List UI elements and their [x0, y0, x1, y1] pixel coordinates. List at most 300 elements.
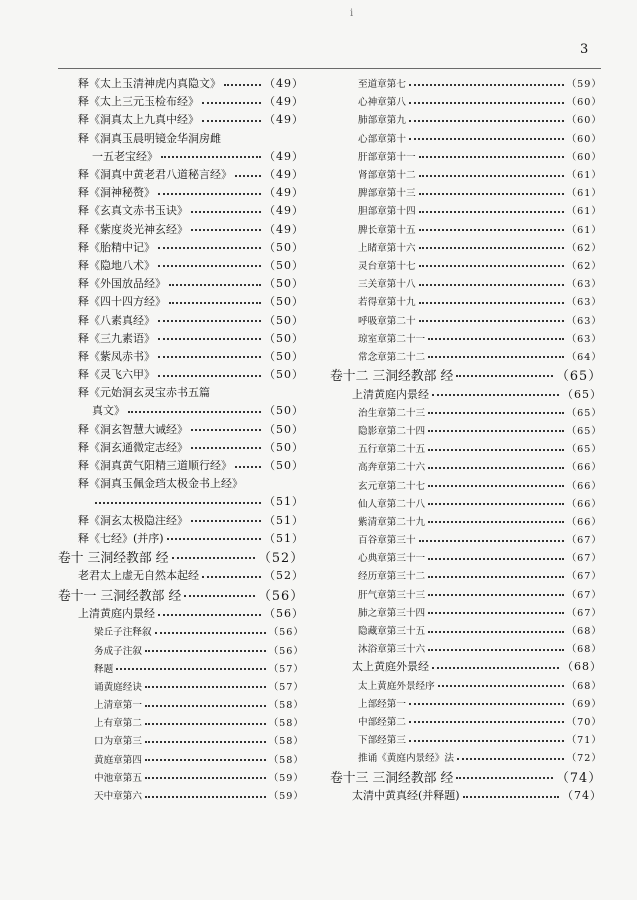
toc-entry	[330, 403, 602, 421]
dot-leader	[419, 210, 564, 213]
toc-page-number: （50）	[264, 331, 304, 345]
toc-title: 释《洞玄通微定志经》	[78, 440, 188, 454]
toc-page-number: （67）	[566, 607, 602, 619]
toc-entry	[330, 74, 602, 92]
toc-entry	[330, 730, 602, 748]
toc-title: 卷十二 三洞经教部 经	[330, 369, 454, 385]
toc-title: 上清黄庭内景经	[78, 607, 155, 621]
dot-leader	[409, 101, 564, 104]
toc-page-number: （67）	[566, 571, 602, 583]
toc-title: 释《太上玉清神虎内真隐文》	[78, 77, 221, 91]
dot-leader	[409, 83, 564, 86]
toc-entry	[330, 585, 602, 603]
header-rule	[58, 68, 601, 69]
dot-leader	[419, 301, 564, 304]
toc-entry	[330, 548, 602, 566]
dot-leader	[428, 448, 563, 451]
toc-page-number: （62）	[566, 242, 602, 254]
toc-entry	[58, 492, 304, 510]
toc-page-number: （61）	[566, 224, 602, 236]
dot-leader	[409, 137, 564, 140]
toc-entry	[58, 256, 304, 274]
dot-leader	[428, 575, 563, 578]
toc-page-number: （63）	[566, 279, 602, 291]
toc-entry	[330, 256, 602, 274]
toc-title: 释《四十四方经》	[78, 295, 166, 309]
toc-title: 心部章第十	[358, 133, 406, 145]
toc-entry	[58, 474, 304, 492]
toc-title: 老君太上虚无自然本起经	[78, 569, 199, 583]
toc-title: 五行章第二十五	[358, 444, 426, 456]
dot-leader	[158, 355, 261, 358]
toc-page-number: （67）	[566, 535, 602, 547]
toc-title: 上清黄庭内景经	[352, 387, 429, 401]
dot-leader	[428, 355, 563, 358]
dot-leader	[158, 319, 261, 322]
dot-leader	[409, 702, 564, 705]
toc-page-number: （49）	[264, 113, 304, 127]
toc-page-number: （56）	[268, 627, 304, 639]
dot-leader	[191, 228, 261, 231]
toc-entry	[58, 659, 304, 677]
dot-leader	[95, 501, 261, 504]
toc-title: 释《洞玄太极隐注经》	[78, 513, 188, 527]
toc-title: 三关章第十八	[358, 279, 416, 291]
toc-page-number: （66）	[566, 480, 602, 492]
toc-entry	[330, 457, 602, 475]
toc-title: 紫清章第二十九	[358, 516, 426, 528]
dot-leader	[191, 446, 261, 449]
dot-leader	[428, 466, 563, 469]
toc-entry	[58, 731, 304, 749]
dot-leader	[419, 319, 564, 322]
toc-title: 释《八素真经》	[78, 313, 155, 327]
dot-leader	[145, 758, 266, 761]
toc-entry	[330, 786, 602, 804]
dot-leader	[169, 283, 261, 286]
dot-leader	[419, 155, 564, 158]
dot-leader	[419, 264, 564, 267]
toc-title: 释《洞真中黄老君八道秘言经》	[78, 168, 232, 182]
toc-title: 卷十一 三洞经教部 经	[58, 588, 182, 604]
dot-leader	[145, 740, 266, 743]
dot-leader	[191, 428, 261, 431]
toc-entry	[330, 494, 602, 512]
toc-entry	[330, 621, 602, 639]
toc-title: 玄元章第二十七	[358, 480, 426, 492]
toc-title: 卷十 三洞经教部 经	[58, 551, 169, 567]
toc-page-number: （68）	[566, 644, 602, 656]
toc-page-number: （61）	[566, 206, 602, 218]
dot-leader	[202, 575, 261, 578]
toc-entry	[330, 566, 602, 584]
toc-title: 释《三九素语》	[78, 331, 155, 345]
toc-title: 释《紫凤赤书》	[78, 349, 155, 363]
toc-page-number: （56）	[264, 607, 304, 621]
toc-entry	[58, 110, 304, 128]
toc-title: 常念章第二十二	[358, 351, 426, 363]
toc-entry	[330, 603, 602, 621]
dot-leader	[158, 337, 261, 340]
dot-leader	[145, 795, 266, 798]
toc-title: 下部经第三	[358, 735, 406, 747]
toc-title: 百谷章第三十	[358, 535, 416, 547]
toc-page-number: （50）	[264, 295, 304, 309]
toc-title: 释《紫度炎光神玄经》	[78, 222, 188, 236]
toc-page-number: （56）	[258, 588, 304, 604]
toc-page-number: （68）	[566, 680, 602, 692]
dot-leader	[438, 684, 564, 687]
toc-page-number: （49）	[264, 77, 304, 91]
toc-title: 一五老宝经》	[92, 149, 158, 163]
dot-leader	[235, 465, 261, 468]
dot-leader	[169, 301, 261, 304]
toc-entry	[58, 420, 304, 438]
dot-leader	[419, 228, 564, 231]
toc-entry	[330, 220, 602, 238]
toc-title: 经历章第三十二	[358, 571, 426, 583]
toc-entry	[58, 201, 304, 219]
toc-title: 释《玄真文赤书玉诀》	[78, 204, 188, 218]
dot-leader	[145, 776, 266, 779]
dot-leader	[191, 519, 261, 522]
toc-entry	[330, 347, 602, 365]
toc-title: 琼室章第二十一	[358, 333, 426, 345]
toc-entry	[330, 475, 602, 493]
dot-leader	[145, 685, 266, 688]
toc-page-number: （72）	[566, 753, 602, 765]
dot-leader	[419, 539, 564, 542]
toc-title: 黄庭章第四	[94, 754, 142, 766]
toc-title: 肝部章第十一	[358, 151, 416, 163]
toc-page-number: （52）	[258, 551, 304, 567]
toc-page-number: （49）	[264, 222, 304, 236]
dot-leader	[184, 594, 255, 597]
toc-entry	[330, 129, 602, 147]
toc-title: 释《洞真玉晨明镜金华洞房雌	[78, 131, 221, 145]
toc-title: 中池章第五	[94, 772, 142, 784]
toc-title: 呼吸章第二十	[358, 315, 416, 327]
toc-page-number: （63）	[566, 297, 602, 309]
toc-title: 隐影章第二十四	[358, 425, 426, 437]
toc-page-number: （66）	[566, 462, 602, 474]
toc-page-number: （74）	[556, 770, 602, 786]
dot-leader	[161, 155, 261, 158]
toc-title: 释《元始洞玄灵宝赤书五篇	[78, 386, 210, 400]
dot-leader	[409, 739, 564, 742]
toc-page-number: （50）	[264, 277, 304, 291]
toc-title: 灵台章第十七	[358, 260, 416, 272]
toc-page-number: （60）	[566, 97, 602, 109]
toc-title: 梁丘子注释叙	[94, 627, 152, 639]
toc-title: 肺部章第九	[358, 115, 406, 127]
toc-title: 胆部章第十四	[358, 206, 416, 218]
toc-page-number: （58）	[268, 700, 304, 712]
toc-entry	[58, 365, 304, 383]
toc-title: 仙人章第二十八	[358, 498, 426, 510]
toc-page-number: （70）	[566, 716, 602, 728]
toc-title: 治生章第二十三	[358, 407, 426, 419]
toc-title: 中部经第二	[358, 716, 406, 728]
toc-title: 上睹章第十六	[358, 242, 416, 254]
toc-entry	[330, 92, 602, 110]
toc-page-number: （50）	[264, 258, 304, 272]
toc-page-number: （63）	[566, 333, 602, 345]
toc-entry	[58, 274, 304, 292]
toc-title: 释《洞玄智慧大诫经》	[78, 422, 188, 436]
toc-title: 口为章第三	[94, 736, 142, 748]
toc-title: 肾部章第十二	[358, 170, 416, 182]
toc-title: 务成子注叙	[94, 645, 142, 657]
toc-entry	[58, 310, 304, 328]
toc-title: 肺之章第三十四	[358, 607, 426, 619]
toc-entry	[330, 657, 602, 675]
toc-entry	[58, 677, 304, 695]
toc-entry	[58, 220, 304, 238]
toc-entry	[330, 329, 602, 347]
toc-entry	[58, 347, 304, 365]
toc-title: 脾长章第十五	[358, 224, 416, 236]
toc-entry	[58, 129, 304, 147]
toc-page-number: （61）	[566, 170, 602, 182]
toc-title: 太上黄庭外景经	[352, 660, 429, 674]
toc-page-number: （65）	[566, 444, 602, 456]
toc-entry	[58, 585, 304, 605]
toc-page-number: （51）	[264, 513, 304, 527]
toc-page-number: （50）	[264, 313, 304, 327]
dot-leader	[409, 119, 564, 122]
toc-page-number: （65）	[566, 425, 602, 437]
toc-entry	[330, 365, 602, 385]
toc-title: 释《洞神秘赘》	[78, 186, 155, 200]
toc-entry	[58, 329, 304, 347]
toc-entry	[58, 786, 304, 804]
dot-leader	[428, 337, 563, 340]
dot-leader	[428, 502, 563, 505]
toc-title: 若得章第十九	[358, 297, 416, 309]
dot-leader	[202, 101, 261, 104]
toc-page-number: （49）	[264, 149, 304, 163]
toc-title: 诵黄庭经诀	[94, 681, 142, 693]
toc-page-number: （66）	[566, 498, 602, 510]
toc-page-number: （60）	[566, 115, 602, 127]
toc-page-number: （50）	[264, 240, 304, 254]
toc-entry	[58, 438, 304, 456]
toc-title: 脾部章第十三	[358, 188, 416, 200]
dot-leader	[428, 484, 563, 487]
toc-title: 释《太上三元玉检布经》	[78, 95, 199, 109]
toc-title: 上部经第一	[358, 698, 406, 710]
toc-page-number: （65）	[566, 407, 602, 419]
toc-right-column	[330, 74, 602, 804]
dot-leader	[456, 776, 553, 779]
toc-title: 释《灵飞六甲》	[78, 368, 155, 382]
toc-page-number: （60）	[566, 133, 602, 145]
dot-leader	[191, 210, 261, 213]
dot-leader	[145, 649, 266, 652]
dot-leader	[158, 613, 261, 616]
toc-title: 真文》	[92, 404, 125, 418]
toc-title: 释《隐地八术》	[78, 258, 155, 272]
toc-entry	[330, 530, 602, 548]
toc-entry	[58, 622, 304, 640]
toc-title: 天中章第六	[94, 791, 142, 803]
toc-entry	[58, 640, 304, 658]
toc-page-number: （49）	[264, 204, 304, 218]
toc-page-number: （71）	[566, 735, 602, 747]
toc-entry	[58, 383, 304, 401]
toc-page-number: （51）	[264, 531, 304, 545]
toc-page-number: （69）	[566, 698, 602, 710]
dot-leader	[145, 704, 266, 707]
toc-page-number: （65）	[556, 369, 602, 385]
dot-leader	[167, 537, 261, 540]
dot-leader	[432, 393, 559, 396]
toc-entry	[330, 512, 602, 530]
toc-entry	[330, 238, 602, 256]
toc-page-number: （56）	[268, 645, 304, 657]
dot-leader	[409, 720, 564, 723]
toc-title: 释《洞真玉佩金珰太极金书上经》	[78, 477, 243, 491]
toc-page-number: （50）	[264, 422, 304, 436]
dot-leader	[428, 630, 563, 633]
toc-page-number: （51）	[264, 495, 304, 509]
toc-entry	[330, 439, 602, 457]
toc-page-number: （64）	[566, 351, 602, 363]
toc-entry	[58, 511, 304, 529]
toc-entry	[58, 566, 304, 584]
dot-leader	[158, 246, 261, 249]
dot-leader	[128, 410, 261, 413]
toc-title: 太清中黄真经(并释题)	[352, 789, 460, 803]
toc-page-number: （67）	[566, 589, 602, 601]
toc-page-number: （52）	[264, 569, 304, 583]
toc-page-number: （49）	[264, 168, 304, 182]
toc-entry	[330, 183, 602, 201]
toc-title: 释《胎精中记》	[78, 240, 155, 254]
toc-title: 释题	[94, 663, 114, 675]
toc-title: 上清章第一	[94, 700, 142, 712]
toc-page-number: （59）	[566, 79, 602, 91]
toc-entry	[330, 110, 602, 128]
toc-entry	[330, 421, 602, 439]
toc-page-number: （57）	[268, 681, 304, 693]
toc-entry	[330, 201, 602, 219]
dot-leader	[224, 83, 261, 86]
toc-page-number: （68）	[562, 660, 602, 674]
toc-title: 推诵《黄庭内景经》法	[358, 753, 454, 765]
toc-entry	[330, 766, 602, 786]
dot-leader	[172, 556, 256, 559]
dot-leader	[158, 192, 261, 195]
toc-entry	[330, 712, 602, 730]
dot-leader	[145, 722, 266, 725]
toc-title: 心神章第八	[358, 97, 406, 109]
toc-entry	[58, 165, 304, 183]
toc-page-number: （50）	[264, 459, 304, 473]
dot-leader	[428, 593, 563, 596]
toc-title: 释《七经》(并序)	[78, 531, 164, 545]
toc-entry	[58, 750, 304, 768]
toc-title: 释《外国放品经》	[78, 277, 166, 291]
toc-title: 沐浴章第三十六	[358, 644, 426, 656]
toc-entry	[58, 92, 304, 110]
toc-page-number: （66）	[566, 516, 602, 528]
toc-page-number: （57）	[268, 663, 304, 675]
toc-title: 释《洞真太上九真中经》	[78, 113, 199, 127]
dot-leader	[456, 374, 553, 377]
toc-page-number: （74）	[562, 789, 602, 803]
toc-page-number: （61）	[566, 188, 602, 200]
toc-left-column	[58, 74, 304, 804]
toc-entry	[58, 768, 304, 786]
toc-page-number: （60）	[566, 151, 602, 163]
page-number: 3	[580, 42, 589, 57]
toc-entry	[330, 310, 602, 328]
dot-leader	[235, 174, 261, 177]
dot-leader	[419, 246, 564, 249]
toc-title: 至道章第七	[358, 79, 406, 91]
toc-title: 卷十三 三洞经教部 经	[330, 770, 454, 786]
toc-entry	[58, 74, 304, 92]
toc-entry	[58, 147, 304, 165]
toc-page-number: （67）	[566, 553, 602, 565]
toc-title: 释《洞真黄气阳精三道顺行经》	[78, 459, 232, 473]
toc-title: 高奔章第二十六	[358, 462, 426, 474]
toc-title: 心典章第三十一	[358, 553, 426, 565]
toc-entry	[58, 604, 304, 622]
toc-entry	[58, 238, 304, 256]
dot-leader	[432, 666, 559, 669]
toc-entry	[58, 713, 304, 731]
toc-entry	[330, 748, 602, 766]
toc-entry	[330, 639, 602, 657]
toc-title: 隐藏章第三十五	[358, 626, 426, 638]
toc-entry	[58, 547, 304, 567]
toc-entry	[58, 456, 304, 474]
dot-leader	[428, 411, 563, 414]
toc-entry	[330, 676, 602, 694]
toc-page-number: （58）	[268, 754, 304, 766]
toc-title: 太上黄庭外景经序	[358, 680, 435, 692]
toc-entry	[58, 695, 304, 713]
toc-entry	[58, 529, 304, 547]
toc-page-number: （62）	[566, 260, 602, 272]
dot-leader	[428, 429, 563, 432]
dot-leader	[419, 192, 564, 195]
toc-entry	[330, 165, 602, 183]
dot-leader	[463, 795, 559, 798]
toc-entry	[330, 385, 602, 403]
dot-leader	[155, 631, 266, 634]
toc-page-number: （50）	[264, 368, 304, 382]
dot-leader	[202, 119, 261, 122]
toc-page-number: （59）	[268, 772, 304, 784]
dot-leader	[457, 757, 564, 760]
toc-entry	[330, 147, 602, 165]
toc-page-number: （49）	[264, 186, 304, 200]
toc-page-number: （63）	[566, 315, 602, 327]
toc-page-number: （50）	[264, 404, 304, 418]
dot-leader	[419, 283, 564, 286]
toc-page-number: （58）	[268, 736, 304, 748]
dot-leader	[428, 648, 563, 651]
toc-entry	[330, 694, 602, 712]
dot-leader	[158, 374, 261, 377]
toc-entry	[58, 183, 304, 201]
toc-page-number: （50）	[264, 440, 304, 454]
toc-page-number: （65）	[562, 387, 602, 401]
